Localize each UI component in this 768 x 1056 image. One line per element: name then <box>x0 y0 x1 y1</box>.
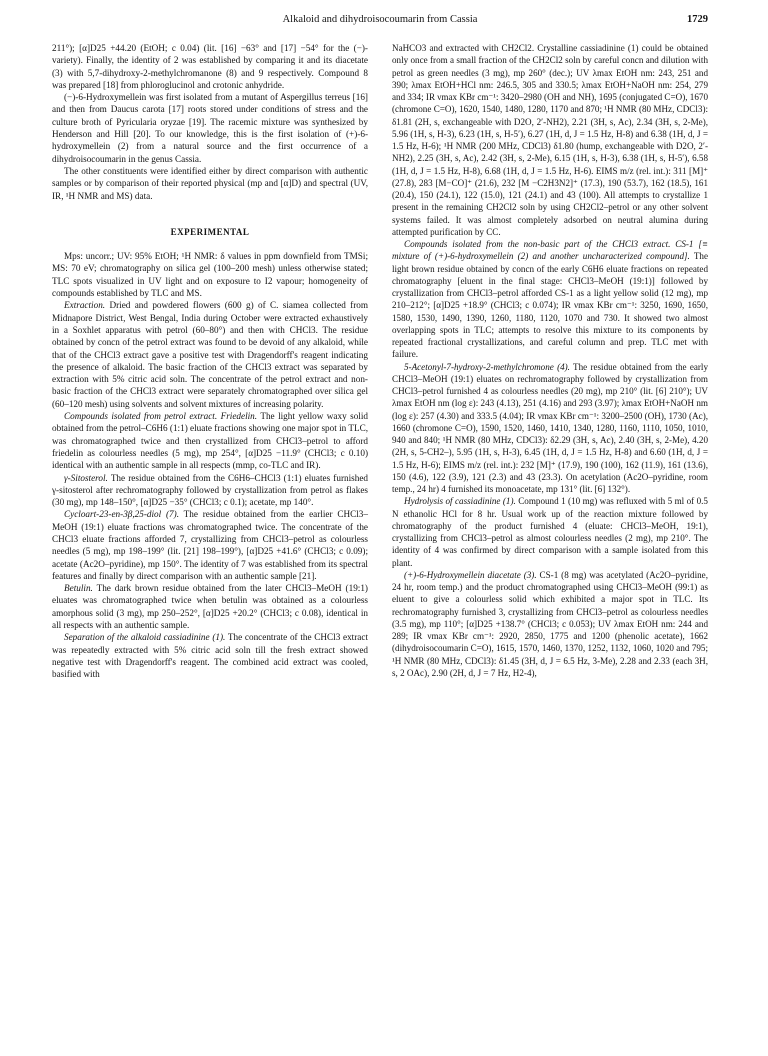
paragraph-cycloartenol <box>52 508 368 582</box>
paragraph-friedelin <box>52 410 368 471</box>
subheading: Separation of the alkaloid cassiadinine (1). <box>64 632 226 643</box>
paragraph-diacetate <box>392 569 708 679</box>
subheading: Cycloart-23-en-3β,25-diol (7). <box>64 509 179 520</box>
subheading: Hydrolysis of cassiadinine (1). <box>404 496 516 507</box>
paragraph-separation <box>52 631 368 680</box>
page-number: 1729 <box>687 14 708 25</box>
section-heading-experimental: EXPERIMENTAL <box>170 226 250 237</box>
paragraph-body: The residue obtained from the early CHCl3–MeOH (19:1) eluates on rechromatography followed by crystallization from CHCl3–petrol furnished 4 as colourless needles (20 mg), mp 210° (lit. [6] 210°); UV λmax EtOH nm (log ε): 243 (4.13), 251 (4.16) and 293 (3.97); λmax EtOH+NaOH nm (log ε): 257 (4.30) and 333.5 (4.04); IR νmax KBr cm⁻¹: 3200–2500 (OH), 1730 (Ac), 1660 (chromone C=O), 1590, 1520, 1460, 1410, 1340, 1280, 1160, 1110, 1050, 1010, 940 and 840; ¹H NMR (80 MHz, CDCl3): δ2.29 (3H, s, Ac), 2.40 (3H, s, 2-Me), 4.20 (2H, s, 5-CH2–), 5.95 (1H, s, H-3), 6.45 (1H, d, J = 1.5 Hz, H-8) and 6.60 (1H, d, J = 1.5 Hz, H-6); EIMS m/z (rel. int.): 232 [M]⁺ (17.9), 190 (100), 162 (11.9), 161 (13.6), 150 (4.6), 122 (3.9), 121 (2.3) and 43 (23.3). On acetylation (Ac2O–pyridine, room temp., 24 hr) 4 furnished its monoacetate, mp 131° (lit. [6] 132°). <box>392 361 708 494</box>
paragraph-hydrolysis <box>392 495 708 569</box>
right-column <box>392 42 708 679</box>
paragraph: NaHCO3 and extracted with CH2Cl2. Crystalline cassiadinine (1) could be obtained only once from a small fraction of the CH2Cl2 soln by careful concn and dilution with petrol as green needles (3 mg), mp 260° (dec.); UV λmax EtOH nm: 243, 251 and 390; λmax EtOH+HCl nm: 246.5, 305 and 330.5; λmax EtOH+NaOH nm: 254, 279 and 334; IR νmax KBr cm⁻¹: 3420–2980 (OH and NH), 1695 (conjugated C=O), 1670 (chromone C=O), 1620, 1540, 1480, 1280, 1170 and 870; ¹H NMR (80 MHz, CDCl3): δ1.81 (2H, s, exchangeable with D2O, 2′-NH2), 2.21 (3H, s, Ac), 2.34 (3H, s, 2-Me), 5.96 (1H, s, H-3), 6.23 (1H, s, H-5′), 6.27 (1H, d, J = 1.5 Hz, H-8) and 6.38 (1H, d, J = 1.5 Hz, H-6); ¹H NMR (200 MHz, CDCl3) δ1.80 (hump, exchangeable with D2O, 2′-NH2), 2.25 (3H, s, Ac), 2.42 (3H, s, 2-Me), 6.15 (1H, s, H-3), 6.38 (1H, s, H-5′), 6.58 (1H, d, J = 1.5 Hz, H-8), 6.68 (1H, d, J = 1.5 Hz, H-6). EIMS m/z (rel. int.): 311 [M]⁺ (27.8), 283 [M−CO]⁺ (21.6), 232 [M −C2H3N2]⁺ (17.3), 190 (53.7), 162 (18.5), 161 (20.4), 150 (24.1), 122 (15.0), 121 (24.1) and 43 (100). All attempts to crystallize 1 present in the remaining CH2Cl2 soln by using CH2Cl2–petrol or any other solvent systems failed. It was almost completely adsorbed on neutral alumina during attempted purification by CC. <box>392 43 708 237</box>
subheading: Extraction. <box>64 300 106 311</box>
paragraph-betulin <box>52 582 368 631</box>
left-column <box>52 42 368 681</box>
page-header <box>52 12 708 32</box>
running-title: Alkaloid and dihydroisocoumarin from Cassia <box>282 14 478 25</box>
paragraph-body: The light yellow waxy solid obtained from the petrol–C6H6 (1:1) eluate fractions showing one major spot in TLC, was chromatographed twice and then crystallized from CHCl3–petrol to afford friedelin as colourless needles (5 mg), mp 254°, [α]D25 −11.9° (CHCl3; c 0.10) identical with an authentic sample in all respects (mmp, co-TLC and IR). <box>52 411 368 471</box>
paragraph: Mps: uncorr.; UV: 95% EtOH; ¹H NMR: δ values in ppm downfield from TMSi; MS: 70 eV; chromatography on silica gel (100–200 mesh) unless otherwise stated; TLC spots visualized in UV light and on exposure to I2 vapour; homogeneity of compounds established by TLC and MS. <box>52 251 368 299</box>
paragraph-sitosterol <box>52 472 368 509</box>
paragraph-extraction <box>52 299 368 410</box>
paragraph-body: CS-1 (8 mg) was acetylated (Ac2O–pyridine, 24 hr, room temp.) and the product chromatographed using CHCl3–MeOH (99:1) as eluent to give a colourless solid which exhibited a major spot in TLC. Its rechromatography furnished 3, crystallizing from CHCl3–petrol as colourless needles (3.5 mg), mp 110°; [α]D25 +138.7° (CHCl3; c 0.053); UV λmax EtOH nm: 244 and 289; IR νmax KBr cm⁻¹: 2920, 2850, 1775 and 1200 (phenolic acetate), 1662 (dihydroisocoumarin C=O), 1615, 1570, 1460, 1370, 1252, 1132, 1060, 1020 and 795; ¹H NMR (80 MHz, CDCl3): δ1.45 (3H, d, J = 6.5 Hz, 3-Me), 2.28 and 2.33 (each 3H, s, 2 OAc), 2.90 (2H, d, J = 7 Hz, H2-4), <box>392 569 708 678</box>
paragraph-body: The residue obtained from the C6H6–CHCl3 (1:1) eluates furnished γ-sitosterol after rechromatography followed by crystallization from petrol as flakes (30 mg), mp 148–150°, [α]D25 −35° (CHCl3; c 0.1); acetate, mp 140°. <box>52 472 368 508</box>
paragraph: (−)-6-Hydroxymellein was first isolated from a mutant of Aspergillus terreus [16] and then from Daucus carota [17] roots stored under conditions of stress and the culture broth of Pyricularia oryzae [19]. The racemic mixture was synthesized by Henderson and Hill [20]. To our knowledge, this is the first isolation of (+)-6-hydroxymellein (2) from a natural source and the first occurrence of a dihydroisocoumarin in the genus Cassia. <box>52 92 368 164</box>
subheading: Compounds isolated from petrol extract. Friedelin. <box>64 411 258 422</box>
subheading: 5-Acetonyl-7-hydroxy-2-methylchromone (4). <box>404 361 570 372</box>
paragraph-body: The light brown residue obtained by concn of the early C6H6 eluate fractions on repeated chromatography [eluent in the final stage: CHCl3–MeOH (19:1)] followed by crystallization from CHCl3–petrol afforded CS-1 as a light yellow solid (12 mg), mp 210–212°; [α]D25 +18.9° (CHCl3; c 0.074); IR νmax KBr cm⁻¹: 3250, 1690, 1650, 1580, 1530, 1490, 1390, 1260, 1180, 1120, 1070 and 730. It showed two almost overlapping spots in TLC; attempts to resolve this mixture to its components by repeated fractional crystallizations, and careful column and prep. TLC met with failure. <box>392 251 708 360</box>
paragraph-body: The residue obtained from the earlier CHCl3–MeOH (19:1) eluate fractions was chromatographed twice. The concentrate of the CHCl3 eluate fractions afforded 7, crystallizing from CHCl3–petrol as colourless needles (5 mg), mp 198–199° (lit. [21] 198–199°), [α]D25 +41.6° (CHCl3; c 0.09); acetate (Ac2O–pyridine), mp 150°. The identity of 7 was established from its spectral features and finally by direct comparison with an authentic sample [21]. <box>52 509 368 581</box>
paragraph: 211°); [α]D25 +44.20 (EtOH; c 0.04) (lit. [16] −63° and [17] −54° for the (−)-variety). Finally, the identity of 2 was established by comparing it and its diacetate (3) with 5,7-dihydroxy-2-methylchromanone (8) and 9 respectively. Compound 8 was prepared [18] from phloroglucinol and crotonic anhydride. <box>52 43 368 90</box>
subheading: (+)-6-Hydroxymellein diacetate (3). <box>404 569 537 580</box>
paragraph-cs1 <box>392 238 708 361</box>
paragraph-body: The concentrate of the CHCl3 extract was repeatedly extracted with 5% citric acid soln till the fresh extract showed negative test with Dragendorff's reagent. The combined acid extract was cooled, basified with <box>52 632 369 680</box>
paragraph: The other constituents were identified either by direct comparison with authentic samples or by comparison of their reported physical (mp and [α]D) and spectral (UV, IR, ¹H NMR and MS) data. <box>52 165 368 201</box>
paragraph-body: Dried and powdered flowers (600 g) of C. siamea collected from Midnapore District, West Bengal, India during October were extracted exhaustively in a Soxhlet apparatus with petrol (60–80°) and then with CHCl3. The residue obtained by concn of the petrol extract was found to be devoid of any alkaloid, while that of the CHCl3 extract gave a positive test with Dragendorff's reagent indicating the presence of alkaloid. The basic fraction of the CHCl3 extract was separated by extraction with 5% citric acid soln. The concentrate of the petrol extract and non-basic fraction of the CHCl3 extract were separately chromatographed over silica gel (60–120 mesh) using solvents and solvent mixtures of increasing polarity. <box>52 300 368 409</box>
subheading: γ-Sitosterol. <box>64 472 108 483</box>
subheading: Betulin. <box>64 583 93 594</box>
paragraph-body: Compound 1 (10 mg) was refluxed with 5 ml of 0.5 N ethanolic HCl for 8 hr. Usual work up of the reaction mixture followed by chromatography of the product furnished 4 (eluate: CHCl3–MeOH, 19:1), crystallizing from CHCl3–petrol as almost colourless needles (2 mg), mp 210°. The identity of 4 was confirmed by direct comparison with a sample isolated from this plant. <box>392 496 708 568</box>
subheading: Compounds isolated from the non-basic part of the CHCl3 extract. CS-1 [≡ mixture of (+)-6-hydroxymellein (2) and another uncharacterized compound]. <box>392 239 708 262</box>
paragraph-chromone <box>392 361 708 496</box>
paragraph-body: The dark brown residue obtained from the later CHCl3–MeOH (19:1) eluates was chromatographed twice when betulin was obtained as a colourless amorphous solid (3 mg), mp 250–252°, [α]D25 +20.2° (CHCl3; c 0.08), identical in all respects with an authentic sample. <box>52 583 368 631</box>
